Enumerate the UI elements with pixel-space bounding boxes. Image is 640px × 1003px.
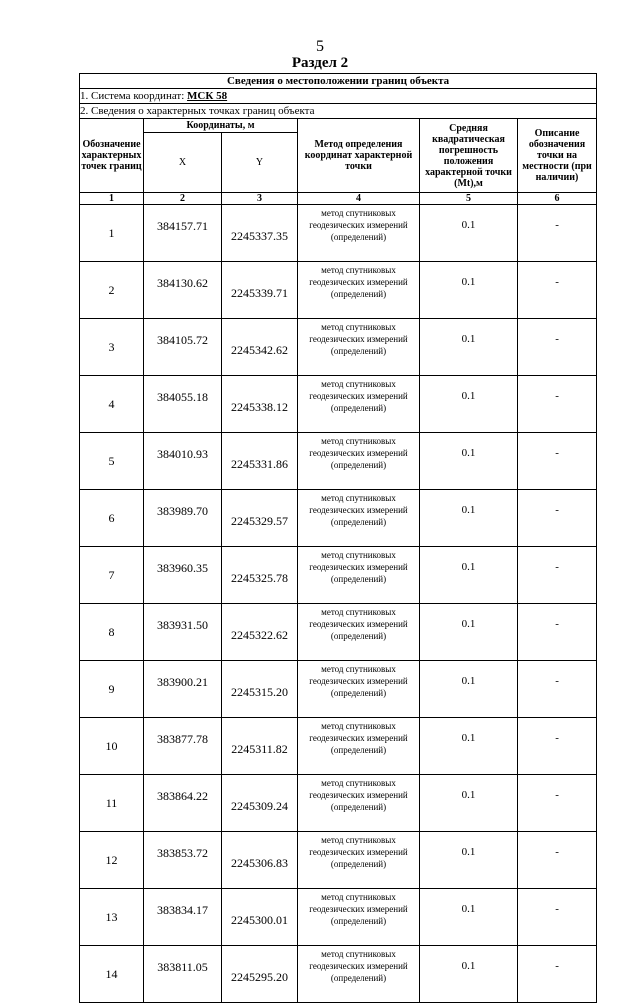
description-cell: - — [518, 490, 597, 547]
y-coordinate-cell: 2245342.62 — [222, 319, 298, 376]
error-cell: 0.1 — [420, 262, 518, 319]
y-coordinate-cell: 2245300.01 — [222, 889, 298, 946]
method-cell: метод спутниковых геодезических измерений (определений) — [298, 262, 420, 319]
column-number: 2 — [144, 193, 222, 205]
point-number-cell: 5 — [80, 433, 144, 490]
points-info-row: 2. Сведения о характерных точках границ объекта — [80, 104, 597, 119]
point-number-cell: 11 — [80, 775, 144, 832]
x-coordinate-cell: 383931.50 — [144, 604, 222, 661]
method-cell: метод спутниковых геодезических измерений (определений) — [298, 718, 420, 775]
description-cell: - — [518, 889, 597, 946]
error-cell: 0.1 — [420, 433, 518, 490]
point-number-cell: 14 — [80, 946, 144, 1003]
table-row — [80, 946, 597, 1003]
table-row — [80, 376, 597, 433]
column-number: 5 — [420, 193, 518, 205]
description-cell: - — [518, 262, 597, 319]
point-number-cell: 1 — [80, 205, 144, 262]
description-cell: - — [518, 205, 597, 262]
table-row — [80, 889, 597, 946]
y-coordinate-cell: 2245331.86 — [222, 433, 298, 490]
header-error: Средняя квадратическая погрешность положения характерной точки (Mt),м — [420, 119, 518, 193]
point-number-cell: 12 — [80, 832, 144, 889]
y-coordinate-cell: 2245339.71 — [222, 262, 298, 319]
point-number-cell: 6 — [80, 490, 144, 547]
table-row — [80, 433, 597, 490]
table-row — [80, 547, 597, 604]
error-cell: 0.1 — [420, 490, 518, 547]
x-coordinate-cell: 384157.71 — [144, 205, 222, 262]
description-cell: - — [518, 775, 597, 832]
error-cell: 0.1 — [420, 832, 518, 889]
description-cell: - — [518, 547, 597, 604]
table-row — [80, 604, 597, 661]
y-coordinate-cell: 2245325.78 — [222, 547, 298, 604]
header-y: Y — [222, 133, 298, 193]
y-coordinate-cell: 2245337.35 — [222, 205, 298, 262]
header-coordinates: Координаты, м — [144, 119, 298, 133]
method-cell: метод спутниковых геодезических измерений (определений) — [298, 889, 420, 946]
table-row — [80, 490, 597, 547]
method-cell: метод спутниковых геодезических измерений (определений) — [298, 490, 420, 547]
method-cell: метод спутниковых геодезических измерений (определений) — [298, 433, 420, 490]
description-cell: - — [518, 661, 597, 718]
x-coordinate-cell: 383864.22 — [144, 775, 222, 832]
page-number: 5 — [316, 38, 324, 55]
x-coordinate-cell: 384130.62 — [144, 262, 222, 319]
header-x: X — [144, 133, 222, 193]
column-number: 4 — [298, 193, 420, 205]
coord-system-row — [80, 89, 597, 104]
description-cell: - — [518, 946, 597, 1003]
column-number: 1 — [80, 193, 144, 205]
x-coordinate-cell: 383900.21 — [144, 661, 222, 718]
x-coordinate-cell: 384010.93 — [144, 433, 222, 490]
method-cell: метод спутниковых геодезических измерений (определений) — [298, 604, 420, 661]
column-number: 6 — [518, 193, 597, 205]
point-number-cell: 4 — [80, 376, 144, 433]
method-cell: метод спутниковых геодезических измерений (определений) — [298, 205, 420, 262]
error-cell: 0.1 — [420, 889, 518, 946]
point-number-cell: 3 — [80, 319, 144, 376]
method-cell: метод спутниковых геодезических измерений (определений) — [298, 832, 420, 889]
column-number: 3 — [222, 193, 298, 205]
error-cell: 0.1 — [420, 376, 518, 433]
point-number-cell: 10 — [80, 718, 144, 775]
x-coordinate-cell: 384105.72 — [144, 319, 222, 376]
section-title: Раздел 2 — [291, 55, 349, 71]
header-point-designation: Обозначение характерных точек границ — [80, 119, 144, 193]
method-cell: метод спутниковых геодезических измерений (определений) — [298, 661, 420, 718]
error-cell: 0.1 — [420, 205, 518, 262]
point-number-cell: 13 — [80, 889, 144, 946]
point-number-cell: 7 — [80, 547, 144, 604]
point-number-cell: 2 — [80, 262, 144, 319]
y-coordinate-cell: 2245311.82 — [222, 718, 298, 775]
y-coordinate-cell: 2245329.57 — [222, 490, 298, 547]
error-cell: 0.1 — [420, 661, 518, 718]
point-number-cell: 9 — [80, 661, 144, 718]
y-coordinate-cell: 2245338.12 — [222, 376, 298, 433]
table-row — [80, 718, 597, 775]
x-coordinate-cell: 383834.17 — [144, 889, 222, 946]
error-cell: 0.1 — [420, 319, 518, 376]
method-cell: метод спутниковых геодезических измерений (определений) — [298, 319, 420, 376]
y-coordinate-cell: 2245315.20 — [222, 661, 298, 718]
method-cell: метод спутниковых геодезических измерений (определений) — [298, 547, 420, 604]
y-coordinate-cell: 2245322.62 — [222, 604, 298, 661]
table-row — [80, 832, 597, 889]
description-cell: - — [518, 319, 597, 376]
y-coordinate-cell: 2245295.20 — [222, 946, 298, 1003]
error-cell: 0.1 — [420, 946, 518, 1003]
error-cell: 0.1 — [420, 718, 518, 775]
description-cell: - — [518, 433, 597, 490]
point-number-cell: 8 — [80, 604, 144, 661]
table-row — [80, 205, 597, 262]
method-cell: метод спутниковых геодезических измерений (определений) — [298, 946, 420, 1003]
x-coordinate-cell: 383853.72 — [144, 832, 222, 889]
x-coordinate-cell: 383989.70 — [144, 490, 222, 547]
table-title: Сведения о местоположении границ объекта — [80, 74, 597, 89]
method-cell: метод спутниковых геодезических измерений (определений) — [298, 376, 420, 433]
x-coordinate-cell: 383811.05 — [144, 946, 222, 1003]
method-cell: метод спутниковых геодезических измерений (определений) — [298, 775, 420, 832]
description-cell: - — [518, 832, 597, 889]
header-description: Описание обозначения точки на местности (при наличии) — [518, 119, 597, 193]
coord-system-label: 1. Система координат: — [80, 90, 185, 102]
table-row — [80, 262, 597, 319]
y-coordinate-cell: 2245306.83 — [222, 832, 298, 889]
x-coordinate-cell: 383877.78 — [144, 718, 222, 775]
description-cell: - — [518, 376, 597, 433]
error-cell: 0.1 — [420, 547, 518, 604]
error-cell: 0.1 — [420, 604, 518, 661]
x-coordinate-cell: 383960.35 — [144, 547, 222, 604]
description-cell: - — [518, 604, 597, 661]
coord-system-value: МСК 58 — [187, 90, 228, 102]
table-row — [80, 775, 597, 832]
header-method: Метод определения координат характерной точки — [298, 119, 420, 193]
boundary-points-table — [79, 73, 597, 1003]
table-row — [80, 661, 597, 718]
description-cell: - — [518, 718, 597, 775]
x-coordinate-cell: 384055.18 — [144, 376, 222, 433]
y-coordinate-cell: 2245309.24 — [222, 775, 298, 832]
error-cell: 0.1 — [420, 775, 518, 832]
table-row — [80, 319, 597, 376]
